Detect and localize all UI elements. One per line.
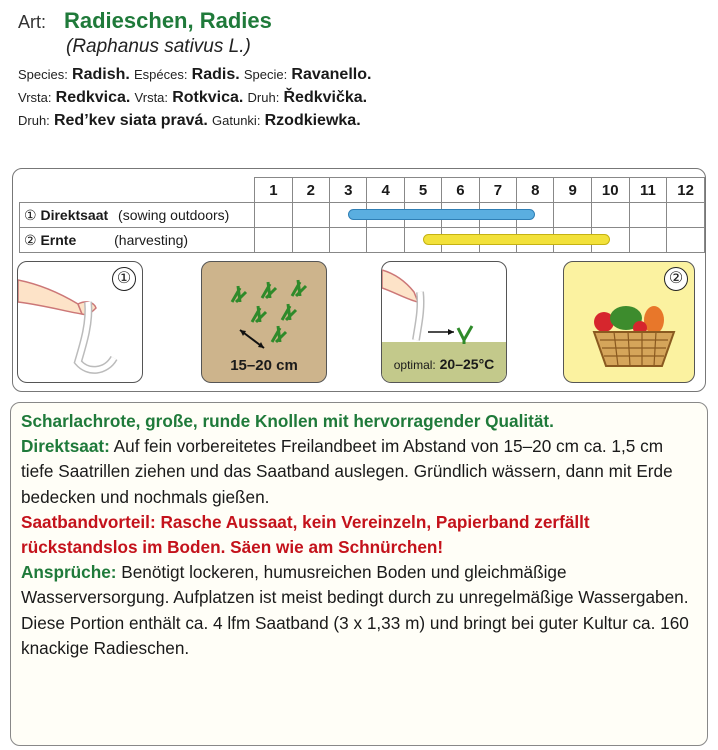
- month-label: 2: [292, 178, 329, 203]
- header: [18, 8, 708, 131]
- species-label: Species:: [18, 67, 68, 82]
- art-label: Art:: [18, 12, 47, 32]
- art-line: [18, 8, 708, 34]
- saatband-advantage: Saatbandvorteil: Rasche Aussaat, kein Vereinzeln, Papierband zerfällt rückstandslos im Boden. Säen wie am Schnürchen!: [21, 511, 590, 558]
- species-label: Vrsta:: [134, 90, 169, 105]
- latin-name: (Raphanus sativus L.): [66, 36, 251, 57]
- step-2-marker: ②: [664, 267, 688, 291]
- month-label: 8: [517, 178, 554, 203]
- row-title: Direktsaat: [40, 206, 109, 223]
- anspruche-paragraph: [21, 560, 697, 610]
- month-label: 11: [629, 178, 667, 203]
- species-line-2: [18, 87, 708, 108]
- species-value: Redkvica.: [55, 89, 131, 106]
- species-label: Specie:: [243, 67, 288, 82]
- species-line-3: [18, 110, 708, 131]
- species-label: Druh:: [247, 90, 280, 105]
- harvest-row-label: [20, 228, 255, 253]
- tile-spacing: [201, 261, 327, 383]
- species-value: Red’kev siata pravá.: [53, 112, 208, 129]
- art-name: Radieschen, Radies: [64, 8, 272, 33]
- anspruche-label: Ansprüche:: [21, 562, 117, 583]
- direktsaat-label: Direktsaat:: [21, 436, 110, 457]
- direktsaat-paragraph: [21, 434, 697, 510]
- step-marker: ②: [24, 231, 37, 248]
- month-label: 4: [367, 178, 404, 203]
- spacing-label: 15–20 cm: [230, 357, 298, 374]
- harvest-period-bar: [423, 234, 611, 245]
- month-label: 5: [404, 178, 441, 203]
- temperature-label: [382, 356, 506, 372]
- month-header-row: [20, 178, 705, 203]
- month-label: 9: [554, 178, 591, 203]
- step-1-marker: ①: [112, 267, 136, 291]
- month-label: 6: [442, 178, 479, 203]
- step-marker: ①: [24, 206, 37, 223]
- species-label: Vrsta:: [18, 90, 52, 105]
- month-label: 7: [479, 178, 516, 203]
- description-box: [10, 402, 708, 746]
- direktsaat-text: Auf fein vorbereitetes Freilandbeet im Abstand von 15–20 cm ca. 1,5 cm tiefe Saatrillen ziehen und das Saatband auslegen. Gründlich wässern, dann mit Erde bedecken und nochmals gießen.: [21, 436, 673, 507]
- tile-harvest: [563, 261, 695, 383]
- species-label: Druh:: [18, 113, 50, 128]
- sowing-period-bar: [348, 209, 535, 220]
- month-label: 10: [591, 178, 629, 203]
- row-note: (harvesting): [114, 231, 189, 248]
- calendar-panel: [12, 168, 706, 392]
- tile-sowing: [17, 261, 143, 383]
- headline: Scharlachrote, große, runde Knollen mit hervorragender Qualität.: [21, 411, 554, 431]
- species-value: Ravanello.: [291, 66, 372, 83]
- species-line-1: [18, 64, 708, 85]
- tile-temperature: [381, 261, 507, 383]
- month-label: 1: [255, 178, 292, 203]
- row-note: (sowing outdoors): [118, 206, 230, 223]
- species-value: Radis.: [191, 66, 240, 83]
- anspruche-text: Benötigt lockeren, humusreichen Boden und gleichmäßige Wasserversorgung. Aufplatzen ist meist bedingt durch zu unregelmäßige Wassergaben.: [21, 562, 689, 608]
- month-label: 3: [330, 178, 367, 203]
- species-label: Gatunki:: [212, 113, 261, 128]
- temperature-value: 20–25°C: [439, 356, 495, 372]
- portion-text: Diese Portion enthält ca. 4 lfm Saatband (3 x 1,33 m) und bringt bei guter Kultur ca. 160 knackige Radieschen.: [21, 612, 689, 658]
- species-value: Rotkvica.: [172, 89, 244, 106]
- sowing-row-label: [20, 203, 255, 228]
- temperature-prefix: optimal:: [393, 358, 436, 372]
- species-value: Radish.: [72, 66, 130, 83]
- species-value: Rzodkiewka.: [264, 112, 361, 129]
- month-label: 12: [667, 178, 705, 203]
- row-title: Ernte: [40, 231, 77, 248]
- corner-cell: [20, 178, 255, 203]
- species-value: Ředkvička.: [283, 89, 368, 106]
- species-label: Espéces:: [134, 67, 188, 82]
